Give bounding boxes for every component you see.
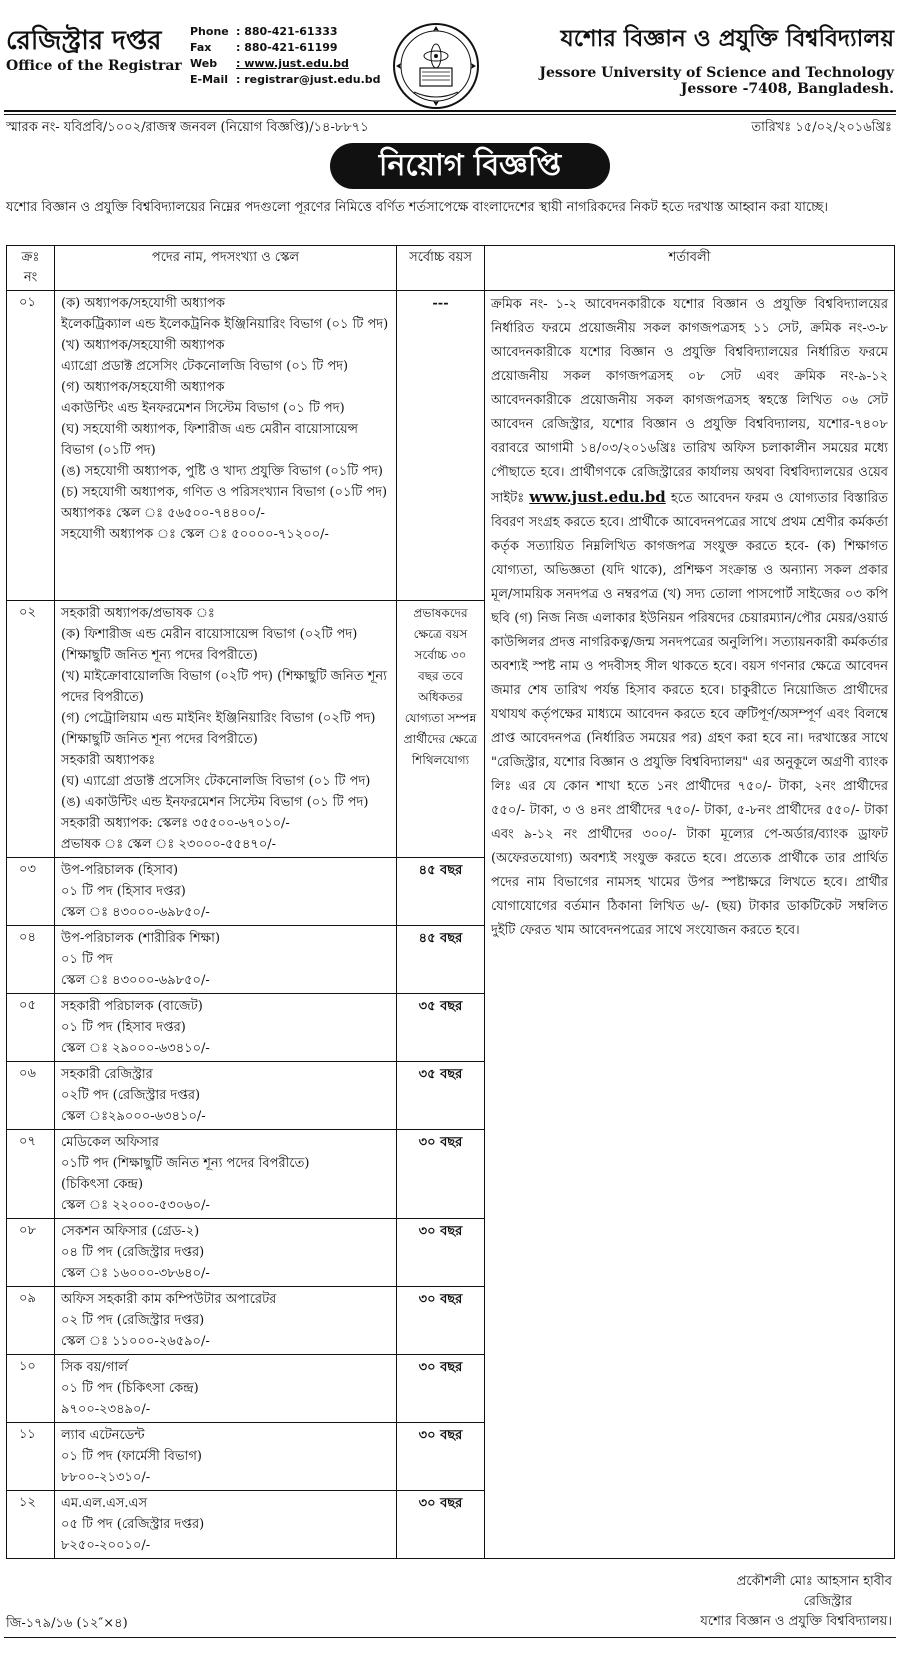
max-age-cell: ৩০ বছর (397, 1287, 485, 1355)
contact-label: Web (190, 57, 218, 70)
post-cell (55, 1287, 397, 1355)
post-line: স্কেল ঃ ১৬০০০-৩৮৬৪০/- (61, 1266, 210, 1281)
max-age-cell: ৩৫ বছর (397, 1062, 485, 1130)
max-age-cell: ৩৫ বছর (397, 994, 485, 1062)
govt-advert-code: জি-১৭৯/১৬ (১২″×৪) (6, 1616, 128, 1631)
max-age-cell: প্রভাষকদের ক্ষেত্রে বয়স সর্বোচ্চ ৩০ বছর তবে অধিকতর যোগ্যতা সম্পন্ন প্রার্থীদের ক্ষেত্রে শিথিলযোগ্য (397, 601, 485, 858)
office-name-bn: রেজিস্ট্রার দপ্তর (6, 26, 162, 56)
university-seal-icon (392, 22, 480, 110)
intro-paragraph: যশোর বিজ্ঞান ও প্রযুক্তি বিশ্ববিদ্যালয়ের নিম্নের পদগুলো পূরণের নিমিত্তে বর্ণিত শর্তসাপেক্ষে বাংলাদেশের স্থায়ী নাগরিকদের নিকট হতে দরখাস্ত আহ্বান করা যাচ্ছে। (6, 200, 829, 215)
post-line: (গ) অধ্যাপক/সহযোগী অধ্যাপক (61, 380, 225, 395)
post-cell (55, 858, 397, 926)
post-line: (ঘ) সহযোগী অধ্যাপক, ফিশারীজ এন্ড মেরীন বায়োসায়েন্স বিভাগ (০১টি পদ) (61, 422, 358, 458)
post-line: সহকারী রেজিস্ট্রার (61, 1067, 153, 1082)
contact-row (190, 24, 381, 40)
serial-cell: ০২ (7, 601, 55, 858)
post-line: (চিকিৎসা কেন্দ্র) (61, 1177, 144, 1192)
post-line: ০১ টি পদ (হিসাব দপ্তর) (61, 1020, 186, 1035)
contact-block (190, 24, 381, 88)
post-line: উপ-পরিচালক (হিসাব) (61, 863, 179, 878)
post-line: ০১টি পদ (শিক্ষাছুটি জনিত শূন্য পদের বিপরীতে) (61, 1156, 310, 1171)
memo-number: স্মারক নং- যবিপ্রবি/১০০২/রাজস্ব জনবল (নিয়োগ বিজ্ঞপ্তি)/১৪-৮৮৭১ (6, 120, 369, 135)
post-line: (ক) ফিশারীজ এন্ড মেরীন বায়োসায়েন্স বিভাগ (০২টি পদ) (শিক্ষাছুটি জনিত শূন্য পদের বিপরীতে) (61, 627, 358, 663)
post-line: স্কেল ঃ২৯০০০-৬৩৪১০/- (61, 1109, 206, 1124)
post-line: সহকারী অধ্যাপক/প্রভাষক ঃ (61, 606, 215, 621)
contact-label: Phone (190, 25, 229, 38)
post-cell (55, 1355, 397, 1423)
post-line: মেডিকেল অফিসার (61, 1135, 159, 1150)
web-link[interactable]: : www.just.edu.bd (236, 57, 349, 70)
conditions-text-continued: হতে আবেদন ফরম ও যোগ্যতার বিস্তারিত বিবরণ সংগ্রহ করতে হবে। প্রার্থীকে আবেদনপত্রের সাথে প্রথম শ্রেণীর কর্মকর্তা কর্তৃক সত্যায়িত নিম্নলিখিত কাগজপত্র সংযুক্ত করতে হবে- (ক) শিক্ষাগত যোগ্যতা, অভিজ্ঞতা (যদি থাকে), প্রশিক্ষণ সংক্রান্ত ও অন্যান্য সকল প্রকার মূল/সাময়িক সনদপত্র ও নম্বরপত্র (খ) সদ্য তোলা পাসপোর্ট সাইজের ০৩ কপি ছবি (গ) নিজ নিজ এলাকার ইউনিয়ন পরিষদের চেয়ারম্যান/পৌর মেয়র/ওয়ার্ড কাউন্সিলর প্রদত্ত নাগরিকত্ব/জন্ম সনদপত্রের অনুলিপি। সত্যায়নকারী কর্মকর্তার অবশ্যই স্পষ্ট নাম ও পদবীসহ সীল থাকতে হবে। বয়স গণনার ক্ষেত্রে আবেদন জমার শেষ তারিখ পর্যন্ত হিসাব করতে হবে। চাকুরীতে নিয়োজিত প্রার্থীদের যথাযথ কর্তৃপক্ষের মাধ্যমে আবেদন করতে হবে ত্রুটিপূর্ণ/অসম্পূর্ণ এবং বিলম্বে প্রাপ্ত আবেদনপত্র (নির্ধারিত সময়ের পর) গ্রহণ করা হবে না। দরখাস্তের সাথে "রেজিস্ট্রার, যশোর বিজ্ঞান ও প্রযুক্তি বিশ্ববিদ্যালয়" এর অনুকূলে অগ্রণী ব্যাংক লিঃ এর যে কোন শাখা হতে ১নং প্রার্থীদের ৭৫০/- টাকা, ২নং প্রার্থীদের ৫৫০/- টাকা, ৩ ও ৪নং প্রার্থীদের ৭৫০/- টাকা, ৫-৮নং প্রার্থীদের ৫৫০/- টাকা এবং ৯-১২ নং প্রার্থীদের ৩০০/- টাকা মূল্যের পে-অর্ডার/ব্যাংক ড্রাফট (অফেরতযোগ্য) অবশ্যই সংযুক্ত করতে হবে। প্রত্যেক প্রার্থীকে তার প্রার্থিত পদের নাম বিভাগের নামসহ খামের উপর স্পষ্টাক্ষরে লিখতে হবে। প্রার্থীর যোগাযোগের বর্তমান ঠিকানা লিখিত ৬/- (ছয়) টাকার ডাকটিকেট সম্বলিত দুইটি ফেরত খাম আবেদনপত্রের সাথে সংযোজন করতে হবে। (491, 491, 888, 938)
contact-row (190, 56, 381, 72)
table-row (7, 291, 895, 601)
serial-cell: ০১ (7, 291, 55, 601)
post-line: সহযোগী অধ্যাপক ঃ স্কেল ঃ ৫০০০০-৭১২০০/- (61, 527, 329, 542)
post-line: এম.এল.এস.এস (61, 1496, 148, 1511)
max-age-cell: ৪৫ বছর (397, 858, 485, 926)
email-link[interactable]: : registrar@just.edu.bd (236, 73, 381, 86)
header-divider (4, 110, 896, 112)
max-age-cell: ৩০ বছর (397, 1219, 485, 1287)
signatory-designation: রেজিস্ট্রার (803, 1594, 852, 1609)
column-header-post: পদের নাম, পদসংখ্যা ও স্কেল (55, 246, 397, 291)
post-line: ০২ টি পদ (রেজিস্ট্রার দপ্তর) (61, 1313, 205, 1328)
phone-value: : 880-421-61333 (236, 25, 338, 38)
post-cell (55, 1219, 397, 1287)
post-line: (ক) অধ্যাপক/সহযোগী অধ্যাপক (61, 296, 226, 311)
post-line: স্কেল ঃ ২৯০০০-৬৩৪১০/- (61, 1041, 210, 1056)
post-line: ০১ টি পদ (61, 952, 113, 967)
serial-cell: ০৯ (7, 1287, 55, 1355)
post-line: ০৫ টি পদ (রেজিস্ট্রার দপ্তর) (61, 1517, 205, 1532)
vacancy-table-body (7, 291, 895, 1559)
post-line: ৯৭০০-২৩৪৯০/- (61, 1402, 151, 1417)
post-line: (ঘ) এ্যাগ্রো প্রডাক্ট প্রসেসিং টেকনোলজি বিভাগ (০১ টি পদ) (61, 774, 371, 789)
serial-cell: ১১ (7, 1423, 55, 1491)
post-line: (খ) মাইক্রোবায়োলজি বিভাগ (০২টি পদ) (শিক্ষাছুটি জনিত শূন্য পদের বিপরীতে) (61, 669, 387, 705)
post-line: স্কেল ঃ ৪৩০০০-৬৯৮৫০/- (61, 905, 210, 920)
post-cell (55, 601, 397, 858)
letterhead (0, 0, 900, 105)
university-address: Jessore -7408, Bangladesh. (680, 81, 894, 97)
post-line: ল্যাব এটেনডেন্ট (61, 1428, 145, 1443)
contact-label: E-Mail (190, 73, 228, 86)
vacancy-table (6, 245, 895, 1559)
post-line: ৮৮০০-২১৩১০/- (61, 1470, 151, 1485)
header-divider-thin (4, 114, 896, 115)
post-line: (খ) অধ্যাপক/সহযোগী অধ্যাপক (61, 338, 225, 353)
serial-cell: ০৮ (7, 1219, 55, 1287)
max-age-cell: ৩০ বছর (397, 1130, 485, 1219)
serial-cell: ০৬ (7, 1062, 55, 1130)
signatory-name: প্রকৌশলী মোঃ আহসান হাবীব (736, 1574, 892, 1589)
signatory-institution: যশোর বিজ্ঞান ও প্রযুক্তি বিশ্ববিদ্যালয়। (700, 1614, 892, 1629)
conditions-cell (485, 291, 895, 1559)
max-age-cell: --- (397, 291, 485, 601)
post-line: একাউন্টিং এন্ড ইনফরমেশন সিস্টেম বিভাগ (০১ টি পদ) (61, 401, 345, 416)
post-cell (55, 1491, 397, 1559)
post-line: সেকশন অফিসার (গ্রেড-২) (61, 1224, 200, 1239)
post-line: প্রভাষক ঃ স্কেল ঃ ২৩০০০-৫৫৪৭০/- (61, 837, 277, 852)
notice-date: তারিখঃ ১৫/০২/২০১৬খ্রিঃ (751, 120, 892, 135)
post-line: ০২টি পদ (রেজিস্ট্রার দপ্তর) (61, 1088, 201, 1103)
serial-cell: ১২ (7, 1491, 55, 1559)
contact-label: Fax (190, 41, 212, 54)
post-line: সিক বয়/গার্ল (61, 1360, 128, 1375)
serial-cell: ০৩ (7, 858, 55, 926)
post-line: ০৪ টি পদ (রেজিস্ট্রার দপ্তর) (61, 1245, 205, 1260)
column-header-conditions: শর্তাবলী (485, 246, 895, 291)
serial-cell: ০৫ (7, 994, 55, 1062)
post-line: এ্যাগ্রো প্রডাক্ট প্রসেসিং টেকনোলজি বিভাগ (০১ টি পদ) (61, 359, 349, 374)
bottom-rule (4, 1637, 896, 1638)
post-cell (55, 291, 397, 601)
post-line: স্কেল ঃ ২২০০০-৫৩০৬০/- (61, 1198, 210, 1213)
serial-cell: ১০ (7, 1355, 55, 1423)
post-line: অফিস সহকারী কাম কম্পিউটার অপারেটর (61, 1292, 277, 1307)
post-line: (চ) সহযোগী অধ্যাপক, গণিত ও পরিসংখ্যান বিভাগ (০১টি পদ) (61, 485, 388, 500)
post-line: অধ্যাপকঃ স্কেল ঃ ৫৬৫০০-৭৪৪০০/- (61, 506, 265, 521)
post-line: ০১ টি পদ (চিকিৎসা কেন্দ্র) (61, 1381, 199, 1396)
post-cell (55, 1130, 397, 1219)
max-age-cell: ৩০ বছর (397, 1423, 485, 1491)
post-line: ৮২৫০-২০০১০/- (61, 1538, 151, 1553)
conditions-text: ক্রমিক নং- ১-২ আবেদনকারীকে যশোর বিজ্ঞান ও প্রযুক্তি বিশ্ববিদ্যালয়ের নির্ধারিত ফরমে প্রয়োজনীয় সকল কাগজপত্রসহ ১১ সেট, ক্রমিক নং-৩-৮ আবেদনকারীকে যশোর বিজ্ঞান ও প্রযুক্তি বিশ্ববিদ্যালয়ের নির্ধারিত ফরমে প্রয়োজনীয় সকল কাগজপত্রসহ ০৮ সেট এবং ক্রমিক নং-৯-১২ আবেদনকারীকে প্রয়োজনীয় সকল কাগজপত্রসহ স্বহস্তে লিখিত ০৬ সেট আবেদন রেজিস্ট্রার, যশোর বিজ্ঞান ও প্রযুক্তি বিশ্ববিদ্যালয়, যশোর-৭৪০৮ বরাবরে আগামী ১৪/০৩/২০১৬খ্রিঃ তারিখ অফিস চলাকালীন সময়ের মধ্যে পৌছাতে হবে। প্রার্থীগণকে রেজিস্ট্রারের কার্যালয় অথবা বিশ্ববিদ্যালয়ের ওয়েব সাইটঃ (491, 297, 888, 506)
max-age-cell: ৪৫ বছর (397, 926, 485, 994)
column-header-serial: ক্রঃ নং (7, 246, 55, 291)
post-line: স্কেল ঃ ৪৩০০০-৬৯৮৫০/- (61, 973, 210, 988)
university-block (539, 20, 894, 97)
contact-row (190, 72, 381, 88)
office-name-en: Office of the Registrar (6, 58, 182, 74)
post-line: (গ) পেট্রোলিয়াম এন্ড মাইনিং ইঞ্জিনিয়ারিং বিভাগ (০২টি পদ) (শিক্ষাছুটি জনিত শূন্য পদের বিপরীতে) (61, 711, 376, 747)
notice-title: নিয়োগ বিজ্ঞপ্তি (330, 143, 610, 189)
post-line: ০১ টি পদ (হিসাব দপ্তর) (61, 884, 186, 899)
post-line: সহকারী অধ্যাপক: স্কেলঃ ৩৫৫০০-৬৭০১০/- (61, 816, 290, 831)
university-name-bn: যশোর বিজ্ঞান ও প্রযুক্তি বিশ্ববিদ্যালয় (560, 25, 894, 52)
serial-cell: ০৪ (7, 926, 55, 994)
max-age-cell: ৩০ বছর (397, 1355, 485, 1423)
post-line: ইলেকট্রিক্যাল এন্ড ইলেকট্রনিক ইঞ্জিনিয়ারিং বিভাগ (০১ টি পদ) (61, 317, 389, 332)
table-header-row (7, 246, 895, 291)
post-line: (ঙ) একাউন্টিং এন্ড ইনফরমেশন সিস্টেম বিভাগ (০১ টি পদ) (61, 795, 369, 810)
post-line: উপ-পরিচালক (শারীরিক শিক্ষা) (61, 931, 221, 946)
post-line: ০১ টি পদ (ফার্মেসী বিভাগ) (61, 1449, 202, 1464)
post-cell (55, 1062, 397, 1130)
post-line: স্কেল ঃ ১১০০০-২৬৫৯০/- (61, 1334, 210, 1349)
fax-value: : 880-421-61199 (236, 41, 338, 54)
max-age-cell: ৩০ বছর (397, 1491, 485, 1559)
post-cell (55, 926, 397, 994)
signature-block (700, 1572, 892, 1632)
website-link[interactable]: www.just.edu.bd (529, 488, 666, 506)
post-line: (ঙ) সহযোগী অধ্যাপক, পুষ্টি ও খাদ্য প্রযুক্তি বিভাগ (০১টি পদ) (61, 464, 383, 479)
column-header-age: সর্বোচ্চ বয়স (397, 246, 485, 291)
contact-row (190, 40, 381, 56)
post-cell (55, 994, 397, 1062)
post-cell (55, 1423, 397, 1491)
university-name-en: Jessore University of Science and Technology (539, 65, 894, 81)
post-line: সহকারী অধ্যাপকঃ (61, 753, 156, 768)
post-line: সহকারী পরিচালক (বাজেট) (61, 999, 203, 1014)
serial-cell: ০৭ (7, 1130, 55, 1219)
